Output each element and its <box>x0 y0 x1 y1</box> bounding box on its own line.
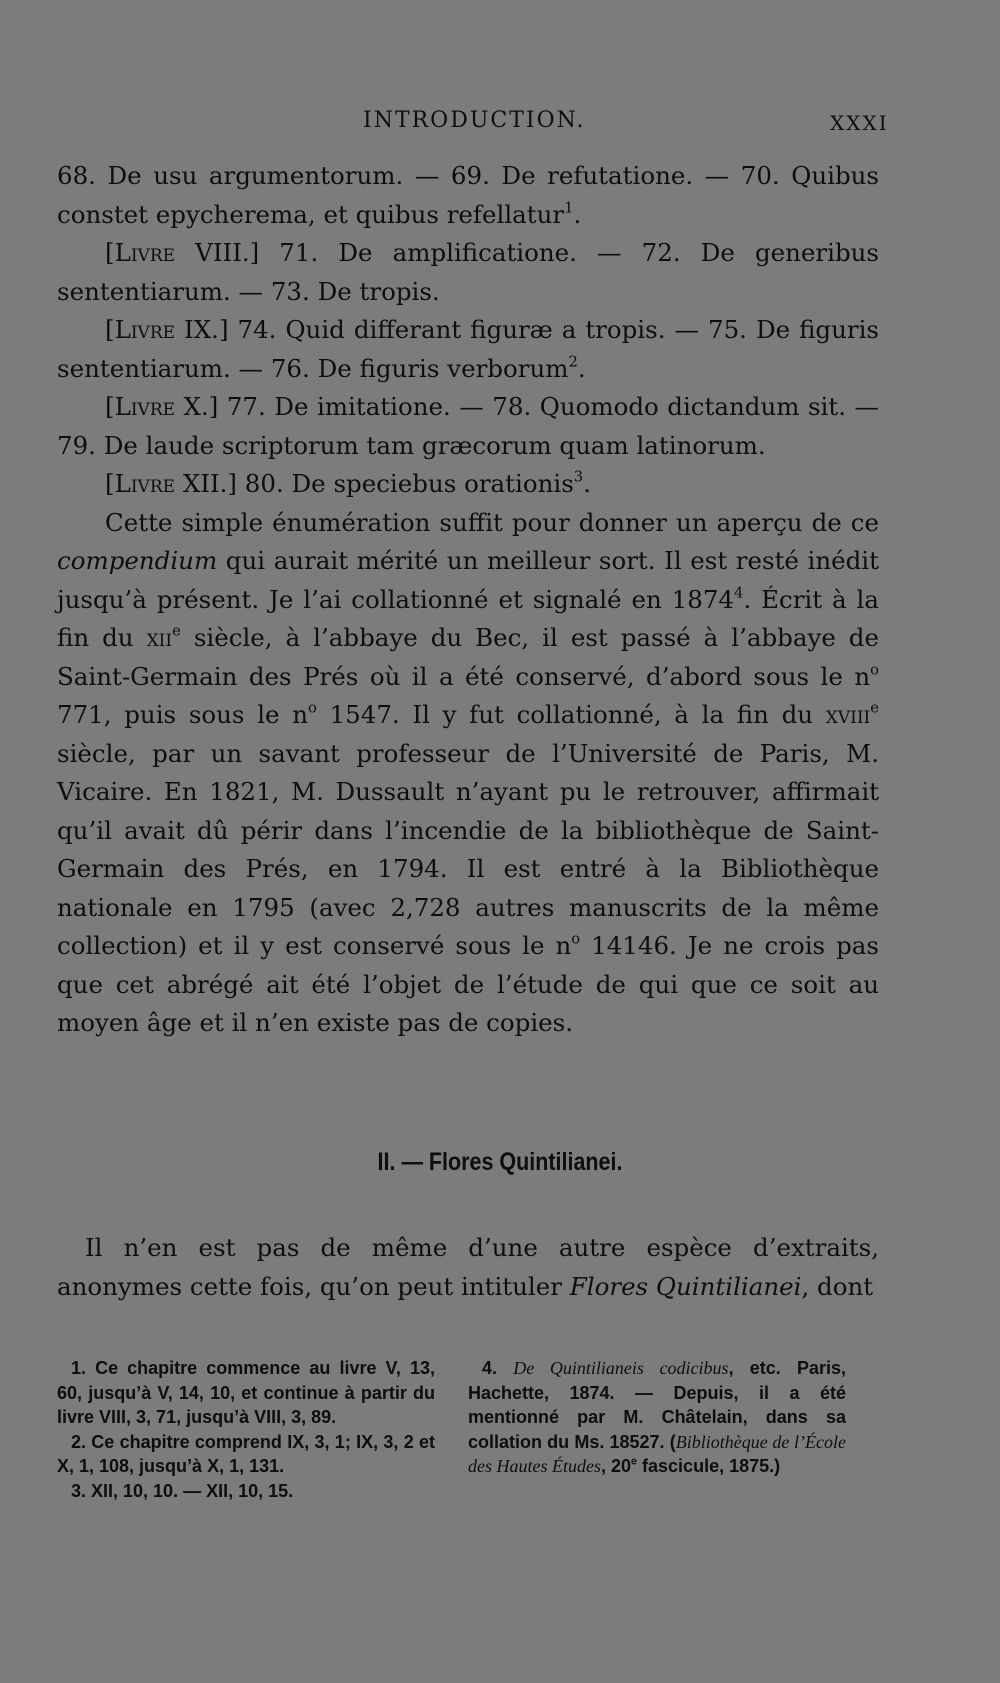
footnote-4: 4. De Quintilianeis codicibus, etc. Paris, Hachette, 1874. — Depuis, il a été mentionné par M. Châtelain, dans sa collation du Ms. 18527. (Bibliothèque de l’École des Hautes Études, 20e fascicule, 1875.) <box>468 1358 847 1476</box>
paragraph-book-9: [Livre IX.] 74. Quid differant figuræ a tropis. — 75. De figuris sententiarum. — 76. De figuris verborum$^2$. <box>57 315 879 383</box>
paragraph-book-10: [Livre X.] 77. De imitatione. — 78. Quomodo dictandum sit. — 79. De laude scriptorum tam græcorum quam latinorum. <box>57 392 879 460</box>
section-text <box>57 1228 879 1306</box>
page-number: XXXI <box>830 111 889 135</box>
page-header <box>0 108 1000 138</box>
section-heading: II. — Flores Quintilianei. <box>377 1148 623 1176</box>
footnote-3: 3. XII, 10, 10. — XII, 10, 15. <box>71 1480 294 1501</box>
paragraph-manuscript-history: Cette simple énumération suffit pour donner un aperçu de ce compendium qui aurait mérité un meilleur sort. Il est resté inédit jusqu’à présent. Je l’ai collationné et signalé en 1874$^4$. Écrit à la fin du xii$^e$ siècle, à l’abbaye du Bec, il est passé à l’abbaye de Saint-Germain des Prés où il a été conservé, d’abord sous le $n^o$ 771, puis sous le $n^o$ 1547. Il y fut collationné, à la fin du xviii$^e$ siècle, par un savant professeur de l’Université de Paris, M. Vicaire. En 1821, M. Dussault n’ayant pu le retrouver, affirmait qu’il avait dû périr dans l’incendie de la bibliothèque de Saint-Germain des Prés, en 1794. Il est entré à la Bibliothèque nationale en 1795 (avec 2,728 autres manuscrits de la même collection) et il y est conservé sous le $n^o$ 14146. Je ne crois pas que cet abrégé ait été l’objet de l’étude de qui que ce soit au moyen âge et il n’en existe pas de copies. <box>57 507 879 1037</box>
footnotes-left-column <box>57 1356 435 1503</box>
footnote-1: 1. Ce chapitre commence au livre V, 13, 60, jusqu’à V, 14, 10, et continue à partir du livre VIII, 3, 71, jusqu’à VIII, 3, 89. <box>57 1358 435 1427</box>
footnote-2: 2. Ce chapitre comprend IX, 3, 1; IX, 3, 2 et X, 1, 108, jusqu’à X, 1, 131. <box>57 1431 435 1476</box>
paragraph-flores: Il n’en est pas de même d’une autre espèce d’extraits, anonymes cette fois, qu’on peut intituler Flores Quintilianei, dont <box>57 1233 879 1301</box>
footnotes-right-column <box>468 1356 846 1479</box>
paragraph-book-8: [Livre VIII.] 71. De amplificatione. — 72. De generibus sententiarum. — 73. De tropis. <box>57 238 879 306</box>
running-title: INTRODUCTION. <box>363 108 586 133</box>
body-text <box>57 157 879 1043</box>
paragraph-book-contents-1: 68. De usu argumentorum. — 69. De refutatione. — 70. Quibus constet epycherema, et quibus refellatur$^1$. <box>57 161 879 229</box>
paragraph-book-12: [Livre XII.] 80. De speciebus orationis$^3$. <box>105 468 591 498</box>
